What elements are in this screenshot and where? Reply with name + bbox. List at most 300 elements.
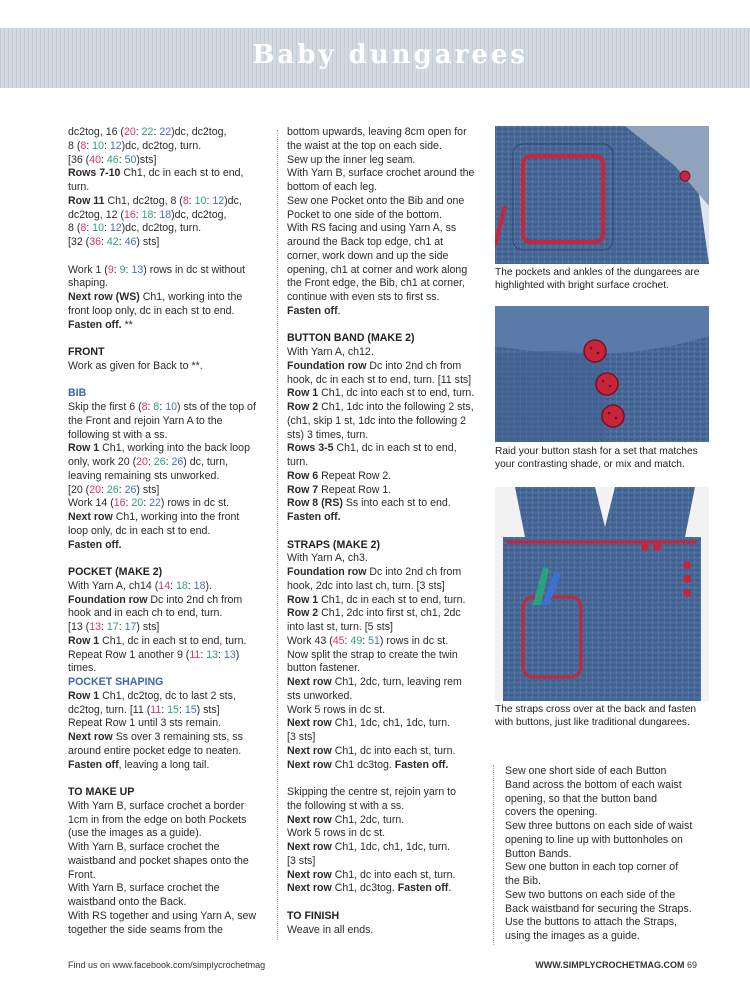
paragraph-gap (68, 552, 268, 566)
size-value: 18 (193, 579, 206, 592)
text-run: : (147, 456, 154, 468)
bold-term: Next row (287, 717, 332, 730)
text-line (68, 140, 268, 154)
text-run: Ch1, dc into each st, turn. (331, 744, 456, 757)
text-run: : (125, 263, 132, 276)
text-line (287, 470, 487, 484)
text-line (287, 676, 487, 690)
text-line (68, 745, 268, 759)
paragraph-gap (68, 374, 268, 388)
text-run: opening, ch1 at corner and work along (287, 263, 468, 276)
size-value: 17 (124, 621, 137, 633)
text-run: Ch1, 2dc into first st, ch1, 2dc (318, 607, 461, 620)
text-line (68, 896, 268, 910)
text-line (287, 360, 487, 374)
text-line (68, 484, 268, 498)
text-line (68, 222, 268, 236)
text-line (505, 875, 715, 889)
text-line (68, 497, 268, 511)
button-icon (596, 373, 618, 395)
text-run: : (200, 648, 207, 661)
text-line (287, 580, 487, 594)
text-line (287, 566, 487, 580)
size-value: 13 (89, 621, 101, 633)
text-run: Sew up the inner leg seam. (287, 153, 416, 166)
text-run: [20 ( (68, 483, 90, 496)
text-run: ) rows in dc st. (379, 634, 449, 647)
text-run: turn. (68, 181, 90, 193)
bold-term: Row 11 (68, 194, 105, 207)
text-line (68, 814, 268, 828)
text-run: bottom upwards, leaving 8cm open for (287, 126, 467, 138)
text-line (505, 834, 715, 848)
text-run: button fastener. (287, 662, 361, 675)
size-value: 18 (159, 208, 172, 221)
bold-term: Row 2 (287, 607, 319, 620)
text-run: the waist at the top on each side. (287, 139, 442, 152)
text-run: Use the buttons to attach the Straps, (505, 916, 677, 929)
text-line (68, 869, 268, 883)
text-run: : (118, 621, 125, 633)
size-value: 46 (106, 153, 119, 166)
size-value: 9 (107, 263, 114, 276)
text-run: ) dc, turn, (183, 456, 229, 468)
text-line (287, 649, 487, 663)
text-run: the Front and rejoin Yarn A to the (68, 414, 223, 427)
size-value: 10 (165, 401, 177, 413)
text-line (287, 456, 487, 470)
text-line (68, 690, 268, 704)
size-value: 8 (141, 401, 148, 413)
text-run: With Yarn A, ch12. (287, 346, 374, 358)
size-value: 15 (184, 703, 197, 716)
text-run: )dc, (224, 194, 242, 207)
text-line (68, 470, 268, 484)
bold-term: Next row (287, 758, 332, 771)
text-run: : (101, 153, 107, 166)
bold-term: Rows 3-5 (287, 442, 334, 455)
text-line (68, 717, 268, 731)
text-run: Back waistband for securing the Straps. (505, 902, 692, 915)
bold-term: Row 7 (287, 483, 319, 496)
bold-term: Next row (287, 676, 332, 688)
bold-term: Rows 7-10 (68, 167, 121, 180)
size-value: 14 (158, 579, 171, 592)
section-heading: TO FINISH (287, 909, 340, 922)
text-run: : (113, 263, 120, 276)
size-value: 46 (124, 236, 137, 248)
text-run: Work 1 ( (68, 263, 108, 276)
text-line (287, 704, 487, 718)
text-run: Work 5 rows in dc st. (287, 703, 386, 716)
button-icon (641, 543, 649, 551)
section-heading: BUTTON BAND (MAKE 2) (287, 332, 415, 345)
paragraph-gap (287, 896, 487, 910)
bold-term: Fasten off. (287, 511, 341, 523)
column-divider (493, 765, 494, 945)
text-line (287, 621, 487, 635)
text-line (68, 580, 268, 594)
text-run: : (86, 222, 93, 235)
text-run: the following st with a ss. (287, 799, 405, 812)
text-line (68, 291, 268, 305)
bold-term: Row 1 (68, 634, 100, 647)
text-run: : (118, 483, 125, 496)
text-run: With RS facing and using Yarn A, ss (287, 222, 457, 235)
bold-term: Fasten off (287, 304, 338, 317)
text-line (68, 731, 268, 745)
text-run: Ch1, 1dc, ch1, 1dc, turn. (331, 717, 451, 730)
text-run: opening to line up with buttonholes on (505, 833, 683, 846)
size-value: 36 (89, 236, 101, 248)
text-run: . (337, 304, 341, 317)
size-value: 8 (153, 401, 160, 413)
text-run: ) rows in dc st without (143, 263, 246, 276)
page-number: 69 (686, 960, 697, 970)
size-value: 10 (194, 194, 207, 207)
bold-term: Fasten off. (68, 538, 122, 551)
text-run: : (159, 401, 166, 413)
text-run: Band across the bottom of each waist (505, 778, 682, 791)
text-line (68, 236, 268, 250)
text-line (287, 415, 487, 429)
text-run: Ch1, 1dc into the following 2 sts, (318, 401, 474, 413)
text-line (287, 511, 487, 525)
text-run: Ch1, 2dc, turn. (331, 813, 405, 826)
text-run: : (206, 194, 213, 207)
text-run: (use the images as a guide). (68, 827, 202, 840)
text-line (68, 126, 268, 140)
text-run: Sew one short side of each Button (505, 765, 667, 777)
bold-term: Fasten off (397, 882, 449, 895)
text-line (287, 662, 487, 676)
text-run: hook, dc in each st to end, turn. [11 sts] (287, 373, 472, 386)
section-heading: POCKET (MAKE 2) (68, 566, 163, 578)
text-run: : (161, 703, 168, 716)
text-run: : (103, 222, 110, 235)
text-run: : (187, 579, 194, 592)
photo-caption: The pockets and ankles of the dungarees are highlighted with bright surface crochet. (495, 267, 700, 291)
text-line (68, 154, 268, 168)
footer-site (535, 960, 697, 970)
text-run: With Yarn B, surface crochet around the (287, 167, 475, 180)
bold-term: Row 6 (287, 469, 319, 482)
page-title: Baby dungarees (252, 40, 528, 70)
text-run: Now split the strap to create the twin (287, 648, 458, 661)
size-value: 45 (332, 634, 345, 647)
text-run: Repeat Row 2. (318, 469, 392, 482)
text-line (287, 374, 487, 388)
text-run: Sew two buttons on each side of the (505, 888, 676, 901)
size-value: 17 (106, 621, 119, 633)
text-line (68, 855, 268, 869)
text-run: Ch1, dc in each st to end, (333, 442, 457, 455)
bold-term: Foundation row (287, 566, 367, 578)
text-run: : (135, 126, 142, 138)
photo-caption: The straps cross over at the back and fasten with buttons, just like traditional dungarees. (495, 704, 697, 728)
text-run: Ch1, dc3tog. (331, 882, 398, 895)
bold-term: Row 8 (RS) (287, 497, 343, 510)
text-run: Ch1, dc into each st, turn. (331, 868, 456, 881)
text-run: front loop only, dc in each st to end. (68, 304, 235, 317)
text-line (287, 429, 487, 443)
text-line (68, 415, 268, 429)
bold-term: Next row (68, 731, 113, 743)
text-run: Ch1, working into the front (112, 511, 240, 523)
text-run: Repeat Row 1 until 3 sts remain. (68, 717, 222, 730)
size-value: 8 (80, 222, 87, 235)
size-value: 16 (113, 497, 126, 510)
text-line (287, 305, 487, 319)
text-line (287, 882, 487, 896)
text-line (287, 250, 487, 264)
text-line (68, 305, 268, 319)
text-line (287, 401, 487, 415)
text-line (505, 806, 715, 820)
text-run: Skip the first 6 ( (68, 401, 142, 413)
size-value: 12 (109, 139, 122, 152)
text-run: Dc into 2nd ch from (366, 359, 462, 372)
text-run: : (147, 401, 154, 413)
button-icon (683, 575, 691, 583)
paragraph-gap (287, 525, 487, 539)
text-line (68, 181, 268, 195)
facebook-link[interactable]: www.facebook.com/simplycrochetmag (112, 960, 266, 970)
text-line (287, 167, 487, 181)
text-run: Sew one Pocket onto the Bib and one (287, 194, 465, 207)
text-line (68, 704, 268, 718)
text-line (287, 442, 487, 456)
text-run: : (178, 703, 185, 716)
button-icon (683, 589, 691, 597)
text-run: Skipping the centre st, rejoin yarn to (287, 786, 457, 798)
text-line (287, 759, 487, 773)
text-line (287, 140, 487, 154)
text-line (68, 264, 268, 278)
text-run: loop only, dc in each st to end. (68, 524, 211, 537)
column-2 (287, 126, 487, 937)
text-line (505, 916, 715, 930)
size-value: 42 (106, 236, 119, 248)
text-line (505, 793, 715, 807)
photo-caption: Raid your button stash for a set that matches your contrasting shade, or mix and match. (495, 446, 698, 470)
text-run: With Yarn A, ch14 ( (68, 579, 159, 592)
text-run: turn. (287, 456, 309, 468)
size-value: 11 (150, 703, 162, 716)
text-line (68, 924, 268, 938)
text-line (68, 539, 268, 553)
paragraph-gap (287, 772, 487, 786)
text-run: : (118, 153, 125, 166)
bold-term: Next row (287, 868, 332, 881)
size-value: 8 (182, 194, 189, 207)
bold-term: Foundation row (287, 359, 367, 372)
text-run: Ch1, 1dc, ch1, 1dc, turn. (331, 841, 451, 853)
text-line (287, 264, 487, 278)
size-value: 9 (119, 263, 126, 276)
text-run: sts unworked. (287, 689, 353, 702)
text-run: : (153, 208, 160, 221)
text-run: Dc into 2nd ch from (147, 593, 243, 606)
site-link[interactable]: WWW.SIMPLYCROCHETMAG.COM (535, 960, 685, 970)
text-run: Sew one button in each top corner of (505, 861, 679, 874)
text-run: dc2tog, 16 (68, 126, 121, 138)
bold-term: Foundation row (68, 593, 148, 606)
size-value: 20 (136, 456, 148, 468)
size-value: 12 (109, 222, 122, 235)
text-run: continue with even sts to first ss. (287, 291, 440, 303)
text-run: : (218, 648, 224, 661)
bold-term: Fasten off (68, 758, 119, 771)
text-line (287, 731, 487, 745)
text-run: 8 ( (68, 139, 81, 152)
text-run: (ch1, skip 1 st, 1dc into the following 2 (287, 414, 467, 427)
text-run: )dc, dc2tog, (171, 208, 227, 221)
footer-facebook: Find us on www.facebook.com/simplycrochetmag (68, 960, 266, 970)
size-value: 26 (171, 456, 184, 468)
button-icon (683, 561, 691, 569)
text-line (505, 848, 715, 862)
text-run: Ch1, dc2tog, dc to last 2 sts, (99, 689, 236, 702)
text-line (68, 827, 268, 841)
text-run: ) sts] (196, 703, 220, 716)
size-value: 51 (368, 634, 380, 647)
column-divider (277, 130, 278, 940)
size-value: 22 (159, 126, 172, 138)
text-line (68, 882, 268, 896)
photo-pocket (495, 126, 709, 264)
text-run: sts) 3 times, turn. (287, 428, 369, 441)
text-run: : (101, 621, 107, 633)
text-line (68, 456, 268, 470)
text-line (68, 621, 268, 635)
size-value: 20 (131, 497, 144, 510)
text-run: the Bib. (505, 875, 541, 887)
text-run: [32 ( (68, 236, 90, 248)
text-run: ) rows in dc st. (160, 497, 230, 510)
text-line (287, 635, 487, 649)
size-value: 50 (124, 153, 137, 166)
text-line (68, 525, 268, 539)
text-line (287, 800, 487, 814)
text-line (287, 484, 487, 498)
size-value: 18 (175, 579, 188, 592)
text-run: dc2tog, turn. [11 ( (68, 703, 151, 716)
column-3 (505, 765, 715, 944)
bold-term: Row 2 (287, 401, 319, 413)
bold-term: Next row (287, 882, 332, 895)
text-run: . (448, 882, 452, 895)
text-line (68, 401, 268, 415)
text-run: 1cm in from the edge on both Pockets (68, 813, 247, 826)
text-run: : (143, 497, 150, 510)
text-run: : (86, 139, 93, 152)
text-run: With Yarn A, ch3. (287, 552, 368, 565)
bold-term: Next row (287, 841, 332, 853)
text-run: [3 sts] (287, 731, 316, 743)
button-icon (602, 405, 624, 427)
text-run: , leaving a long tail. (118, 758, 210, 771)
text-line (287, 346, 487, 360)
text-run: Ch1, dc2tog, 8 ( (104, 194, 183, 207)
text-line (68, 800, 268, 814)
text-run: With Yarn B, surface crochet a border (68, 799, 245, 812)
photo-dungarees (495, 487, 709, 701)
section-heading: TO MAKE UP (68, 786, 135, 798)
bold-term: Row 1 (287, 593, 319, 606)
text-run: [3 sts] (287, 854, 316, 867)
text-line (68, 910, 268, 924)
text-run: : (153, 126, 160, 138)
text-run: : (165, 456, 172, 468)
bold-term: Next row (WS) (68, 291, 140, 303)
text-run: )sts] (136, 153, 157, 166)
text-run: dc2tog, 12 ( (68, 208, 124, 221)
text-run: hook and in each ch to end, turn. (68, 607, 223, 620)
text-run: [36 ( (68, 153, 90, 166)
text-run: Ch1, working into the (139, 291, 243, 303)
text-run: Ch1, dc in each st to end, (120, 167, 244, 180)
text-run: waistband and pocket shapes onto the (68, 854, 249, 867)
text-run: Sew three buttons on each side of waist (505, 820, 693, 832)
text-line (287, 607, 487, 621)
column-1 (68, 126, 268, 937)
text-run: ) (235, 648, 240, 661)
text-run: ) sts] (136, 621, 160, 633)
text-run: Dc into 2nd ch from (366, 566, 462, 578)
text-run: opening, so that the button band (505, 792, 657, 805)
text-run: Work 43 ( (287, 634, 333, 647)
text-run: ). (205, 579, 212, 592)
size-value: 13 (206, 648, 218, 661)
text-run: With RS together and using Yarn A, sew (68, 909, 257, 922)
text-line (68, 442, 268, 456)
text-run: Button Bands. (505, 847, 572, 860)
paragraph-gap (287, 319, 487, 333)
text-line (287, 717, 487, 731)
text-run: With Yarn B, surface crochet the (68, 841, 220, 853)
section-heading: FRONT (68, 346, 105, 358)
text-line (68, 759, 268, 773)
text-line (505, 861, 715, 875)
paragraph-gap (68, 332, 268, 346)
text-run: leaving remaining sts unworked. (68, 469, 220, 482)
size-value: 8 (80, 139, 87, 152)
size-value: 10 (92, 139, 104, 152)
text-run: following st with a ss. (68, 428, 168, 441)
text-run: Front. (68, 868, 96, 881)
text-line (287, 552, 487, 566)
bold-term: Fasten off. (394, 758, 449, 771)
text-line (68, 841, 268, 855)
text-line (287, 855, 487, 869)
text-line (287, 195, 487, 209)
text-run: ** (121, 318, 133, 331)
text-run: using the images as a guide. (505, 930, 640, 942)
text-run: : (125, 497, 132, 510)
size-value: 20 (123, 126, 136, 138)
text-run: ) sts] (136, 236, 160, 248)
text-line (68, 429, 268, 443)
text-line (287, 786, 487, 800)
text-run: Ch1, dc into each st to end, turn. (318, 387, 475, 400)
text-line (68, 662, 268, 676)
text-run: Repeat Row 1. (318, 483, 392, 496)
button-icon (653, 543, 661, 551)
text-line (505, 779, 715, 793)
paragraph-gap (68, 250, 268, 264)
section-heading: BIB (68, 387, 87, 400)
